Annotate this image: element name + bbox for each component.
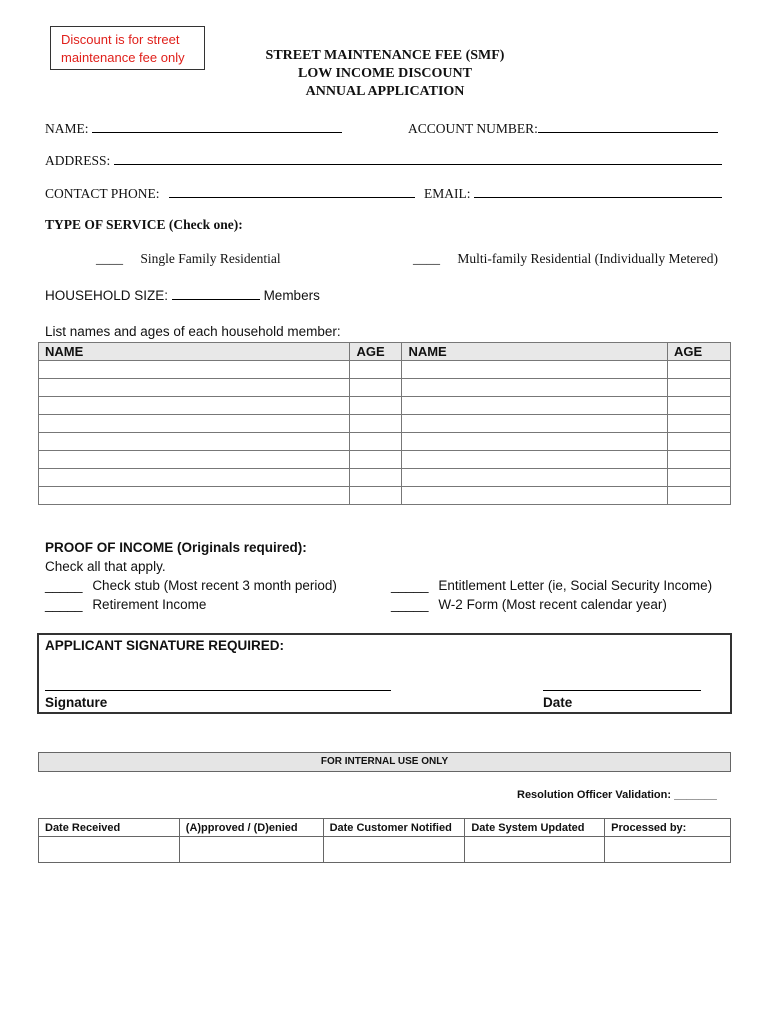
signature-heading: APPLICANT SIGNATURE REQUIRED: <box>45 638 285 653</box>
members-intro: List names and ages of each household member: <box>45 324 341 339</box>
email-field[interactable] <box>474 185 722 198</box>
member-age-cell[interactable] <box>668 415 731 433</box>
member-name-cell[interactable] <box>39 379 350 397</box>
signature-line[interactable] <box>45 690 391 691</box>
col-date-system-updated: Date System Updated <box>465 819 605 837</box>
members-header-age-2: AGE <box>668 343 731 361</box>
member-age-cell[interactable] <box>668 487 731 505</box>
service-option-multi-label: Multi-family Residential (Individually Metered) <box>457 251 718 266</box>
address-row <box>45 152 722 169</box>
members-row <box>39 361 731 379</box>
members-row <box>39 451 731 469</box>
income-blank-entitlement[interactable]: _____ <box>391 578 429 593</box>
income-entitlement-label: Entitlement Letter (ie, Social Security Income) <box>438 578 713 593</box>
household-size-field[interactable] <box>172 287 260 300</box>
household-row <box>45 287 320 303</box>
member-age-cell[interactable] <box>350 361 402 379</box>
member-age-cell[interactable] <box>350 469 402 487</box>
col-approved-denied: (A)pproved / (D)enied <box>179 819 323 837</box>
income-retirement-label: Retirement Income <box>92 597 207 612</box>
member-age-cell[interactable] <box>668 361 731 379</box>
office-use-table <box>38 818 731 863</box>
phone-row <box>45 185 415 202</box>
member-name-cell[interactable] <box>402 487 668 505</box>
service-heading: TYPE OF SERVICE (Check one): <box>45 217 243 232</box>
service-option-multi[interactable] <box>413 251 718 267</box>
member-age-cell[interactable] <box>668 469 731 487</box>
member-name-cell[interactable] <box>402 379 668 397</box>
name-field[interactable] <box>92 120 342 133</box>
cell-processed-by[interactable] <box>605 837 731 863</box>
signature-label: Signature <box>45 695 108 710</box>
name-label: NAME: <box>45 121 89 136</box>
date-label: Date <box>543 695 573 710</box>
col-date-received: Date Received <box>39 819 180 837</box>
contact-phone-field[interactable] <box>169 185 415 198</box>
name-row <box>45 120 342 137</box>
member-name-cell[interactable] <box>402 415 668 433</box>
income-retirement[interactable] <box>45 597 206 612</box>
internal-use-banner: FOR INTERNAL USE ONLY <box>38 752 731 772</box>
service-option-single-label: Single Family Residential <box>140 251 281 266</box>
member-name-cell[interactable] <box>39 415 350 433</box>
members-header-name-1: NAME <box>39 343 350 361</box>
income-blank-w2[interactable]: _____ <box>391 597 429 612</box>
members-header-age-1: AGE <box>350 343 402 361</box>
member-age-cell[interactable] <box>350 451 402 469</box>
members-header-name-2: NAME <box>402 343 668 361</box>
office-header-row <box>39 819 731 837</box>
col-processed-by: Processed by: <box>605 819 731 837</box>
col-date-customer-notified: Date Customer Notified <box>323 819 465 837</box>
members-row <box>39 379 731 397</box>
title-line-2: LOW INCOME DISCOUNT <box>298 66 472 81</box>
income-heading: PROOF OF INCOME (Originals required): <box>45 540 307 555</box>
title-line-3: ANNUAL APPLICATION <box>305 84 465 99</box>
member-name-cell[interactable] <box>39 397 350 415</box>
cell-approved-denied[interactable] <box>179 837 323 863</box>
member-name-cell[interactable] <box>402 451 668 469</box>
income-w2[interactable] <box>391 597 667 612</box>
member-age-cell[interactable] <box>668 397 731 415</box>
member-name-cell[interactable] <box>39 361 350 379</box>
address-label: ADDRESS: <box>45 153 111 168</box>
member-age-cell[interactable] <box>350 379 402 397</box>
income-blank-retirement[interactable]: _____ <box>45 597 83 612</box>
member-name-cell[interactable] <box>402 397 668 415</box>
members-header-row <box>39 343 731 361</box>
cell-date-received[interactable] <box>39 837 180 863</box>
cell-date-system-updated[interactable] <box>465 837 605 863</box>
member-name-cell[interactable] <box>39 469 350 487</box>
member-age-cell[interactable] <box>668 433 731 451</box>
email-label: EMAIL: <box>424 186 471 201</box>
members-row <box>39 397 731 415</box>
member-age-cell[interactable] <box>350 415 402 433</box>
member-name-cell[interactable] <box>402 361 668 379</box>
service-blank-multi[interactable]: ____ <box>413 251 440 266</box>
income-check-stub-label: Check stub (Most recent 3 month period) <box>92 578 337 593</box>
members-row <box>39 415 731 433</box>
member-age-cell[interactable] <box>350 433 402 451</box>
email-row <box>424 185 722 202</box>
service-blank-single[interactable]: ____ <box>96 251 123 266</box>
office-entry-row <box>39 837 731 863</box>
members-row <box>39 433 731 451</box>
member-age-cell[interactable] <box>668 451 731 469</box>
income-entitlement-letter[interactable] <box>391 578 712 593</box>
title-line-1: STREET MAINTENANCE FEE (SMF) <box>265 48 505 63</box>
members-row <box>39 469 731 487</box>
household-size-label: HOUSEHOLD SIZE: <box>45 288 169 303</box>
account-number-label: ACCOUNT NUMBER: <box>408 121 538 136</box>
contact-phone-label: CONTACT PHONE: <box>45 186 160 201</box>
service-option-single[interactable] <box>96 251 281 267</box>
members-row <box>39 487 731 505</box>
member-name-cell[interactable] <box>402 469 668 487</box>
income-blank-check-stub[interactable]: _____ <box>45 578 83 593</box>
member-name-cell[interactable] <box>39 433 350 451</box>
income-check-stub[interactable] <box>45 578 337 593</box>
member-name-cell[interactable] <box>402 433 668 451</box>
household-members-table <box>38 342 731 505</box>
discount-notice: Discount is for street maintenance fee only <box>50 26 205 70</box>
form-title <box>230 47 540 101</box>
resolution-officer-validation[interactable]: Resolution Officer Validation: _______ <box>517 789 717 801</box>
member-name-cell[interactable] <box>39 451 350 469</box>
date-line[interactable] <box>543 690 701 691</box>
income-instruction: Check all that apply. <box>45 559 166 574</box>
income-w2-label: W-2 Form (Most recent calendar year) <box>438 597 667 612</box>
member-age-cell[interactable] <box>668 379 731 397</box>
cell-date-customer-notified[interactable] <box>323 837 465 863</box>
household-members-label: Members <box>263 288 320 303</box>
account-number-field[interactable] <box>538 120 718 133</box>
address-field[interactable] <box>114 152 722 165</box>
account-row <box>408 120 718 137</box>
member-name-cell[interactable] <box>39 487 350 505</box>
member-age-cell[interactable] <box>350 487 402 505</box>
member-age-cell[interactable] <box>350 397 402 415</box>
